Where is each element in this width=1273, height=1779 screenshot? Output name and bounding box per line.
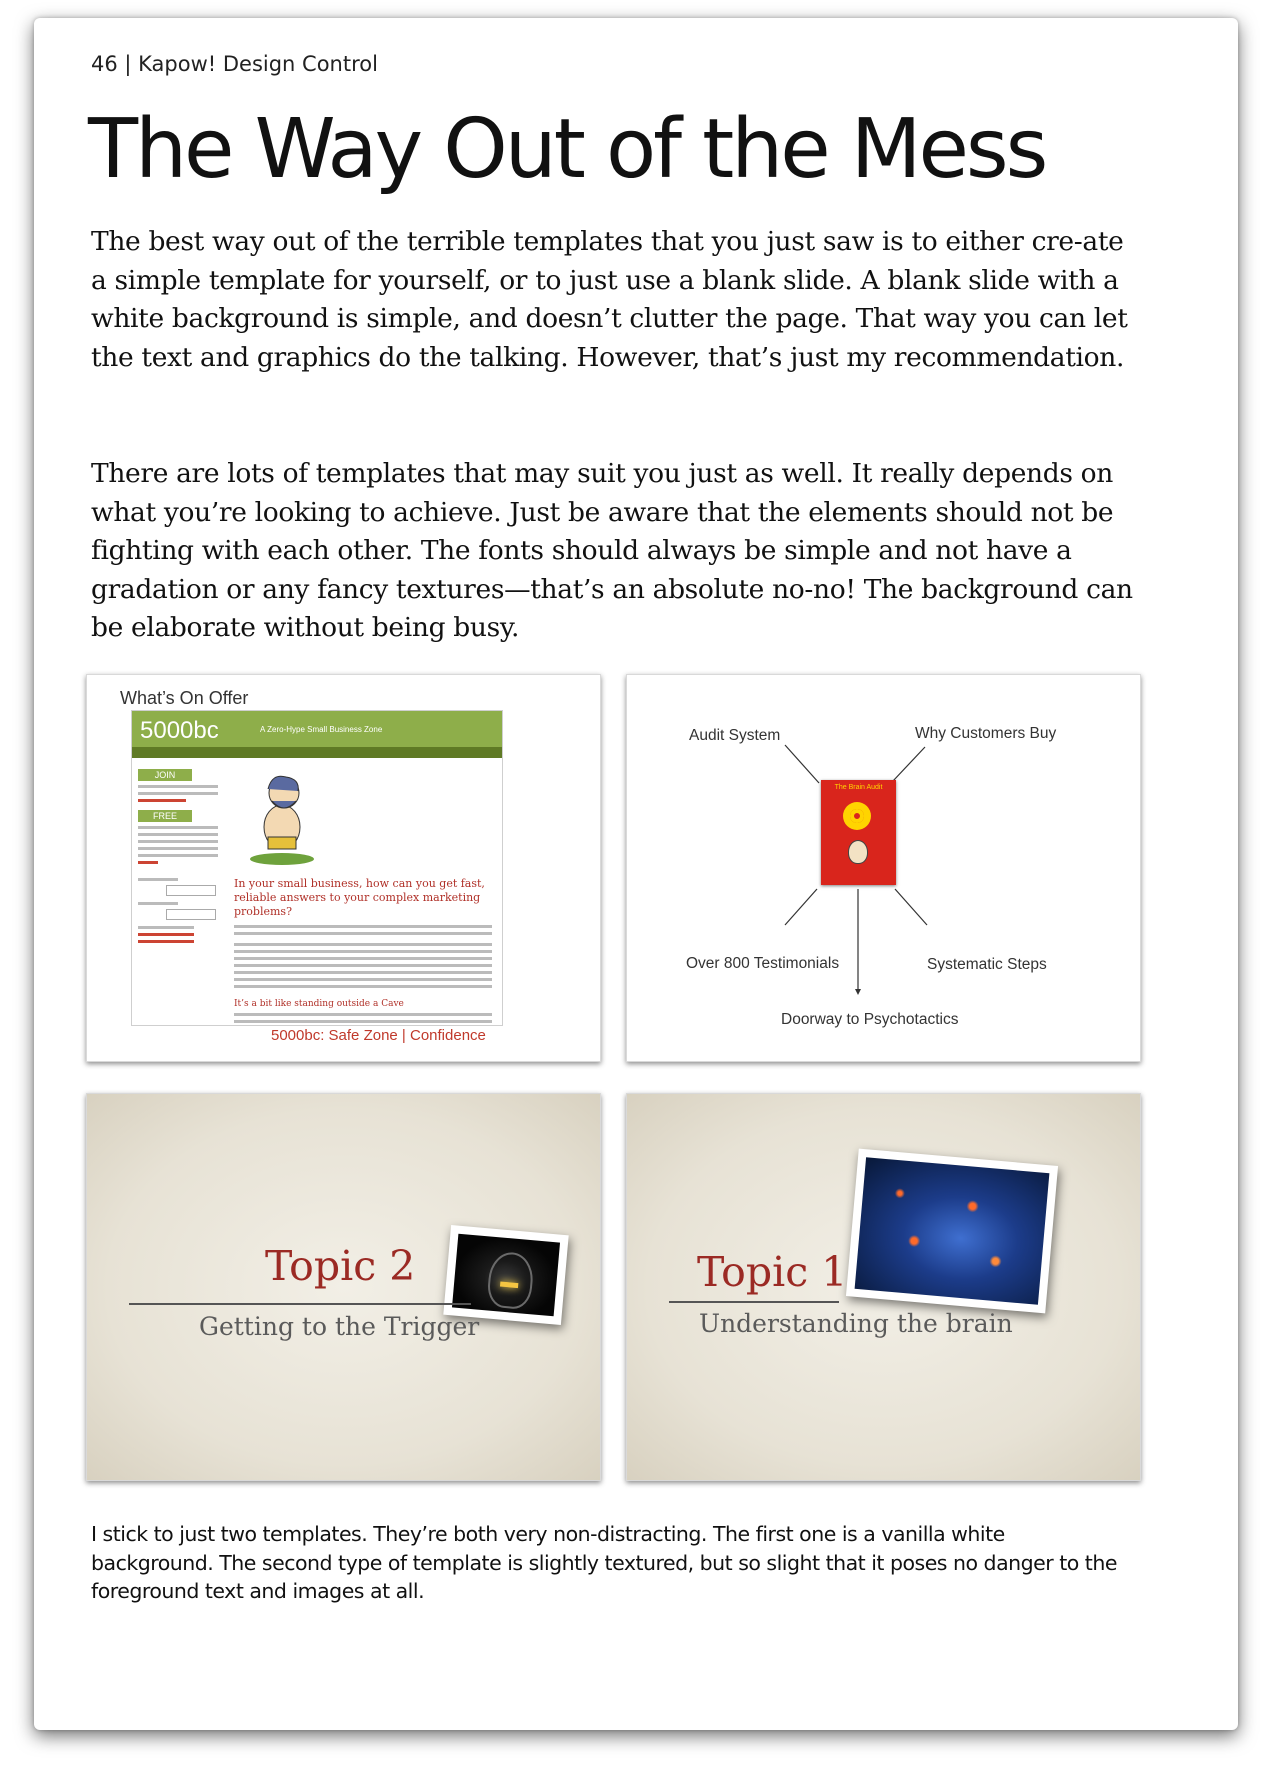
body-paragraph-1: The best way out of the terrible templates that you just saw is to either cre-ate a simple template for yourself, or to just use a blank slide. A blank slide with a white background is simple, and doesn’t clutter the page. That way you can let the text and graphics do the talking. However, that’s just my recommendation. <box>91 226 1128 373</box>
brain-audit-book <box>821 780 896 885</box>
face-icon <box>848 840 868 864</box>
topic-heading: Topic 1 <box>697 1248 848 1296</box>
page-title: The Way Out of the Mess <box>88 102 1046 197</box>
lightbulb-photo <box>443 1225 568 1325</box>
site-subhead: It’s a bit like standing outside a Cave <box>234 999 404 1009</box>
running-header: 46 | Kapow! Design Control <box>91 52 378 76</box>
caveman-illustration <box>242 767 322 867</box>
book-title: The Brain Audit <box>834 784 883 791</box>
neurons-image <box>855 1157 1050 1305</box>
website-screenshot <box>131 710 503 1026</box>
label-systematic-steps: Systematic Steps <box>927 956 1047 973</box>
slide-footer: 5000bc: Safe Zone | Confidence <box>271 1027 486 1044</box>
site-subsection <box>234 999 492 1026</box>
label-over-800-testimonials: Over 800 Testimonials <box>686 955 840 972</box>
slide-title: What’s On Offer <box>120 688 249 708</box>
topic-subtitle: Getting to the Trigger <box>199 1312 480 1341</box>
label-audit-system: Audit System <box>689 727 781 744</box>
neurons-photo <box>846 1149 1058 1314</box>
site-headline: In your small business, how can you get fast, reliable answers to your complex marketing problems? <box>234 877 485 918</box>
topic-subtitle: Understanding the brain <box>699 1309 1013 1338</box>
slide-topic-1 <box>626 1093 1141 1481</box>
site-nav-bar <box>132 747 502 758</box>
slide-topic-2 <box>86 1093 601 1481</box>
target-icon <box>843 802 871 830</box>
site-logo: 5000bc <box>140 717 219 744</box>
figure-caption: I stick to just two templates. They’re both very non-distracting. The first one is a vanilla white background. The second type of template is slightly textured, but so slight that it poses no danger to the foreground text and images at all. <box>91 1522 1117 1603</box>
free-badge: FREE <box>138 810 192 822</box>
slide-whats-on-offer <box>86 674 601 1062</box>
site-sidebar <box>138 769 218 947</box>
label-why-customers-buy: Why Customers Buy <box>915 725 1057 742</box>
body-paragraph-2: There are lots of templates that may suit you just as well. It really depends on what you’re looking to achieve. Just be aware that the elements should not be fighting with each other. The fonts should always be simple and not have a gradation or any fancy textures—that’s an absolute no-no! The background can be elaborate without being busy. <box>91 458 1133 643</box>
slide-brain-audit-diagram <box>626 674 1141 1062</box>
join-badge: JOIN <box>138 769 192 781</box>
label-doorway: Doorway to Psychotactics <box>781 1011 959 1028</box>
site-tagline: A Zero-Hype Small Business Zone <box>260 725 383 734</box>
topic-heading: Topic 2 <box>265 1242 416 1290</box>
topic-rule <box>669 1301 839 1303</box>
site-header <box>132 711 502 747</box>
site-body-text <box>234 921 492 992</box>
topic-rule <box>129 1303 471 1305</box>
